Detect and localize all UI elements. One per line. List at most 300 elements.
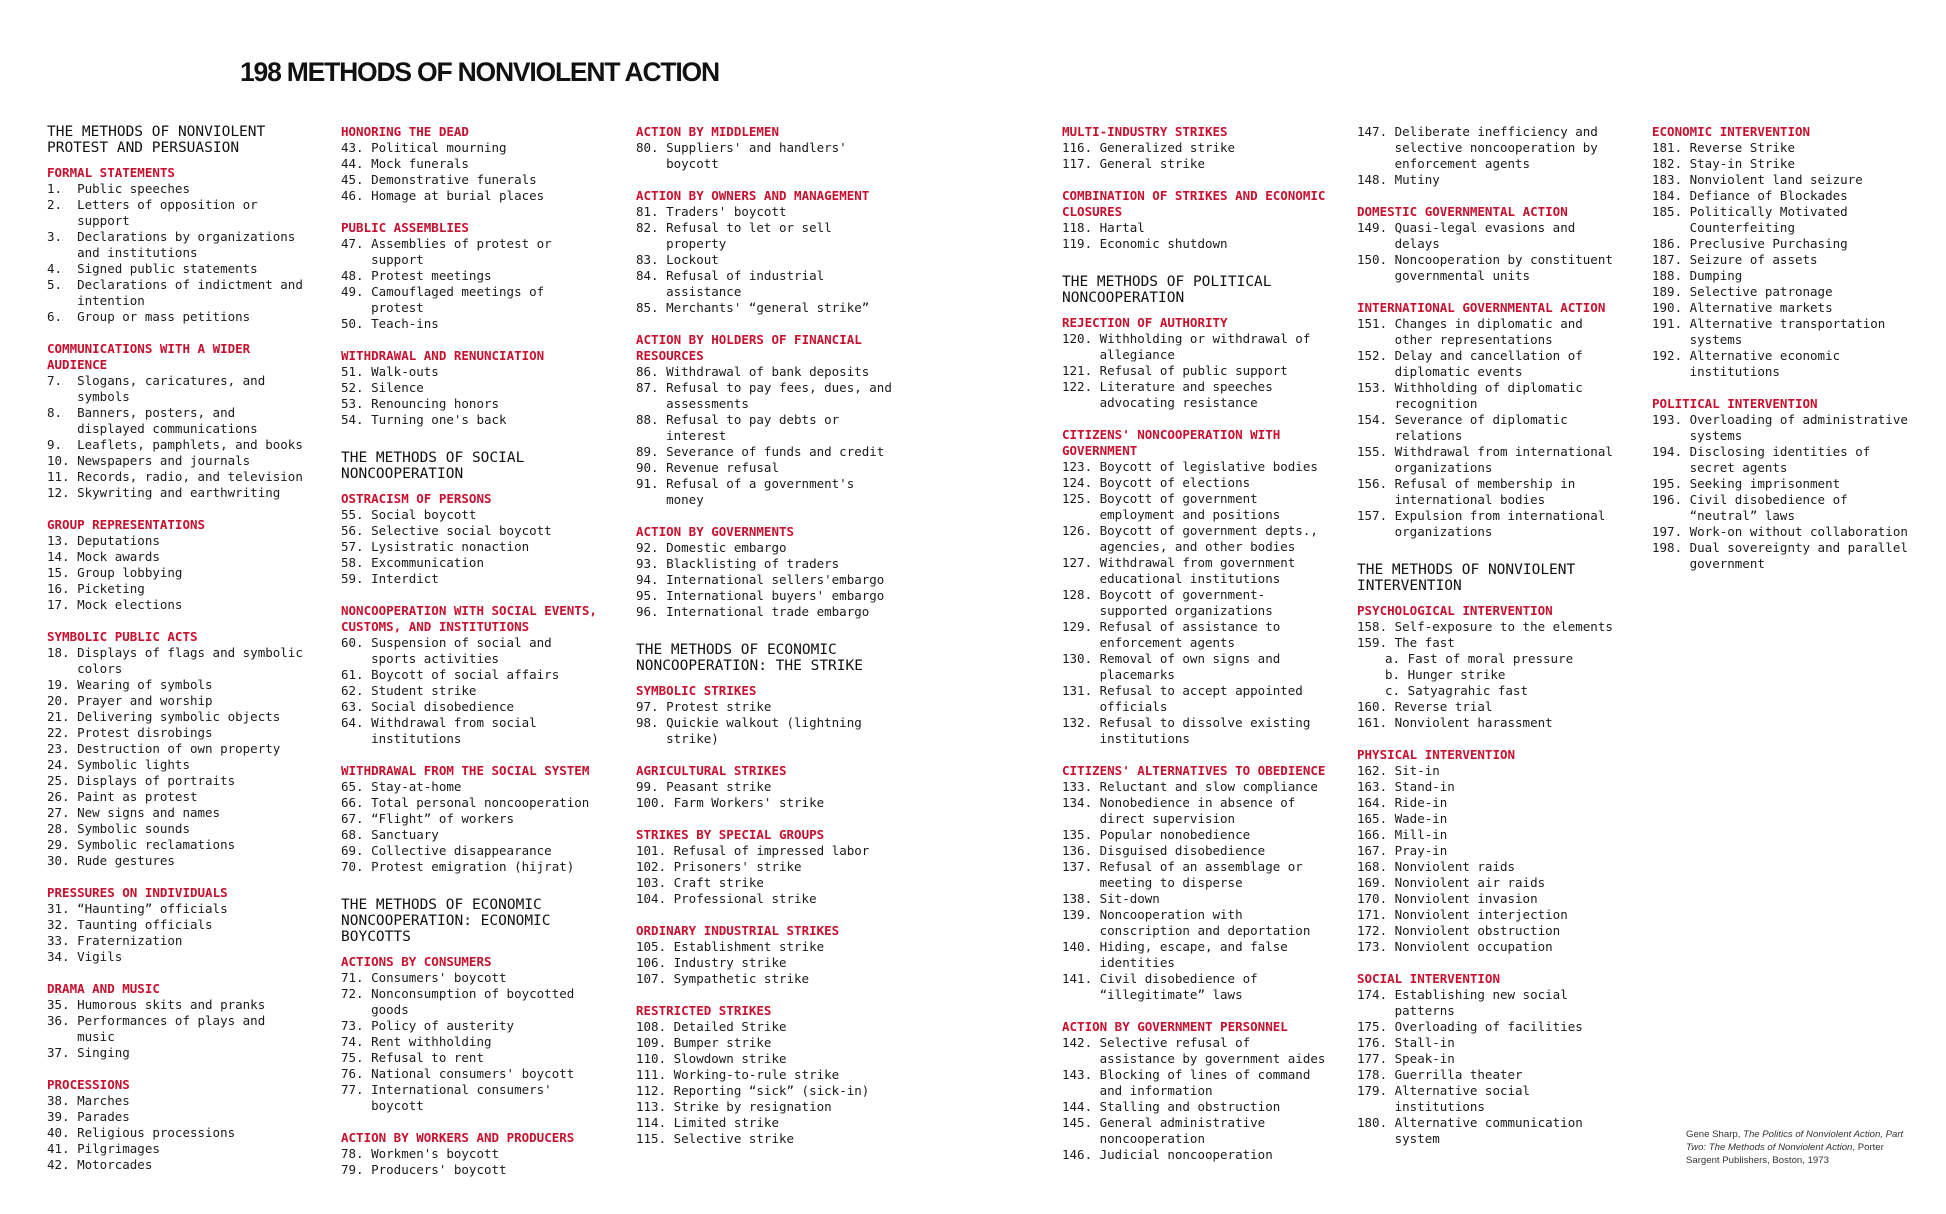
list-item [341, 970, 603, 986]
method-number: 179. [1357, 1083, 1388, 1098]
list-item [47, 1141, 309, 1157]
method-text: Alternative transportation systems [1689, 316, 1886, 347]
list-item [1062, 1147, 1330, 1163]
method-text: Withdrawal from social institutions [371, 715, 537, 746]
list-item [341, 1082, 603, 1114]
method-number: 139. [1062, 907, 1093, 922]
method-text: Traders' boycott [666, 204, 787, 219]
list-item [1062, 331, 1330, 363]
list-item [341, 1066, 603, 1082]
method-text: Nonviolent interjection [1394, 907, 1568, 922]
list-item [341, 396, 603, 412]
method-text: Self-exposure to the elements [1394, 619, 1613, 634]
column-5 [1357, 124, 1625, 1147]
method-number: 124. [1062, 475, 1093, 490]
method-list [1652, 412, 1920, 572]
method-text: Noncooperation by constituent governmental units [1394, 252, 1613, 283]
method-number: 75. [341, 1050, 364, 1065]
method-text: Refusal of assistance to enforcement agents [1099, 619, 1281, 650]
method-text: Withdrawal from international organizations [1394, 444, 1613, 475]
list-item [1652, 156, 1920, 172]
method-number: 115. [636, 1131, 667, 1146]
method-text: Hunger strike [1407, 667, 1506, 682]
subsection-heading: ACTIONS BY CONSUMERS [341, 954, 492, 969]
sub-item-label: c. [1385, 683, 1401, 698]
method-text: Performances of plays and music [77, 1013, 266, 1044]
method-number: 22. [47, 725, 70, 740]
method-number: 16. [47, 581, 70, 596]
method-list [341, 970, 603, 1114]
page-title: 198 METHODS OF NONVIOLENT ACTION [240, 57, 719, 87]
column-3 [636, 124, 898, 1147]
method-text: Nonobedience in absence of direct supervision [1099, 795, 1296, 826]
method-text: Seizure of assets [1689, 252, 1818, 267]
method-number: 144. [1062, 1099, 1093, 1114]
method-list [1062, 779, 1330, 1003]
list-item [1357, 891, 1625, 907]
list-item [341, 523, 603, 539]
method-text: Removal of own signs and placemarks [1099, 651, 1281, 682]
subsection-heading: WITHDRAWAL AND RENUNCIATION [341, 348, 545, 363]
method-number: 122. [1062, 379, 1093, 394]
method-text: “Haunting” officials [77, 901, 228, 916]
method-text: Banners, posters, and displayed communications [77, 405, 258, 436]
subsection-heading: PRESSURES ON INDIVIDUALS [47, 885, 228, 900]
method-number: 4. [47, 261, 63, 276]
citation-work: The Politics of Nonviolent Action, Part Two: The Methods of Nonviolent Action [1686, 1129, 1904, 1153]
method-text: Severance of funds and credit [666, 444, 885, 459]
list-item [636, 779, 898, 795]
method-number: 176. [1357, 1035, 1388, 1050]
method-text: Alternative markets [1689, 300, 1833, 315]
list-item [636, 460, 898, 476]
method-text: Refusal of membership in international bodies [1394, 476, 1576, 507]
method-number: 160. [1357, 699, 1388, 714]
method-number: 57. [341, 539, 364, 554]
subsection-heading: PUBLIC ASSEMBLIES [341, 220, 469, 235]
method-text: Withholding of diplomatic recognition [1394, 380, 1583, 411]
method-number: 49. [341, 284, 364, 299]
method-list [1062, 220, 1330, 252]
method-text: Letters of opposition or support [77, 197, 258, 228]
method-text: Overloading of facilities [1394, 1019, 1583, 1034]
list-item [1357, 827, 1625, 843]
method-text: Homage at burial places [371, 188, 545, 203]
method-number: 29. [47, 837, 70, 852]
method-number: 80. [636, 140, 659, 155]
method-number: 109. [636, 1035, 667, 1050]
list-item [47, 597, 309, 613]
method-number: 190. [1652, 300, 1683, 315]
method-text: Disclosing identities of secret agents [1689, 444, 1871, 475]
method-number: 135. [1062, 827, 1093, 842]
subsection-heading: AGRICULTURAL STRIKES [636, 763, 787, 778]
method-number: 145. [1062, 1115, 1093, 1130]
list-item [47, 837, 309, 853]
method-number: 151. [1357, 316, 1388, 331]
method-text: Social disobedience [371, 699, 515, 714]
subsection-heading: RESTRICTED STRIKES [636, 1003, 772, 1018]
list-item [341, 1050, 603, 1066]
list-item [1062, 859, 1330, 891]
citation-author: Gene Sharp, [1686, 1129, 1741, 1140]
list-item [1062, 683, 1330, 715]
subsection-heading: STRIKES BY SPECIAL GROUPS [636, 827, 825, 842]
method-text: Deputations [77, 533, 160, 548]
method-number: 15. [47, 565, 70, 580]
method-text: Sit-down [1099, 891, 1160, 906]
method-text: Sympathetic strike [673, 971, 810, 986]
list-item [636, 699, 898, 715]
method-number: 185. [1652, 204, 1683, 219]
method-text: Peasant strike [666, 779, 772, 794]
list-item [636, 204, 898, 220]
method-text: Selective patronage [1689, 284, 1833, 299]
list-item [47, 229, 309, 261]
list-item [341, 172, 603, 188]
method-text: Severance of diplomatic relations [1394, 412, 1568, 443]
method-text: Picketing [77, 581, 145, 596]
list-item [636, 572, 898, 588]
method-text: Changes in diplomatic and other representations [1394, 316, 1583, 347]
method-text: Nonviolent occupation [1394, 939, 1553, 954]
list-item [1062, 156, 1330, 172]
list-item [636, 300, 898, 316]
list-item [1062, 939, 1330, 971]
subsection-heading: ECONOMIC INTERVENTION [1652, 124, 1811, 139]
method-list [1357, 763, 1625, 955]
method-text: Singing [77, 1045, 130, 1060]
method-number: 62. [341, 683, 364, 698]
method-number: 152. [1357, 348, 1388, 363]
method-text: Stay-at-home [371, 779, 462, 794]
method-number: 101. [636, 843, 667, 858]
method-text: Blacklisting of traders [666, 556, 840, 571]
list-item [1652, 188, 1920, 204]
list-item [636, 252, 898, 268]
method-number: 121. [1062, 363, 1093, 378]
list-item [1062, 827, 1330, 843]
method-text: Refusal of industrial assistance [666, 268, 825, 299]
method-text: Satyagrahic fast [1407, 683, 1528, 698]
list-item [1652, 492, 1920, 524]
method-text: Destruction of own property [77, 741, 281, 756]
method-text: Refusal of public support [1099, 363, 1288, 378]
method-list [341, 507, 603, 587]
list-item [1357, 412, 1625, 444]
method-number: 47. [341, 236, 364, 251]
method-number: 103. [636, 875, 667, 890]
method-text: Defiance of Blockades [1689, 188, 1848, 203]
list-item [636, 1099, 898, 1115]
list-item [341, 268, 603, 284]
list-item [1062, 795, 1330, 827]
list-item [1357, 476, 1625, 508]
method-text: Public speeches [77, 181, 190, 196]
method-text: Guerrilla theater [1394, 1067, 1523, 1082]
list-item [636, 140, 898, 172]
list-item [636, 971, 898, 987]
list-item [47, 1125, 309, 1141]
list-item [1357, 859, 1625, 875]
citation-publisher: , Porter Sargent Publishers, Boston, 1973 [1686, 1142, 1884, 1166]
list-item [1062, 971, 1330, 1003]
list-item [1062, 779, 1330, 795]
method-number: 138. [1062, 891, 1093, 906]
method-number: 111. [636, 1067, 667, 1082]
list-item [1357, 667, 1625, 683]
list-item [1357, 1115, 1625, 1147]
method-text: Sanctuary [371, 827, 439, 842]
method-number: 25. [47, 773, 70, 788]
list-item [636, 588, 898, 604]
method-text: Quasi-legal evasions and delays [1394, 220, 1576, 251]
subsection-heading: FORMAL STATEMENTS [47, 165, 175, 180]
method-number: 37. [47, 1045, 70, 1060]
method-number: 142. [1062, 1035, 1093, 1050]
method-text: Signed public statements [77, 261, 258, 276]
list-item [341, 795, 603, 811]
method-text: International buyers' embargo [666, 588, 885, 603]
method-text: International trade embargo [666, 604, 870, 619]
method-text: Revenue refusal [666, 460, 779, 475]
list-item [636, 795, 898, 811]
list-item [1357, 939, 1625, 955]
method-number: 129. [1062, 619, 1093, 634]
method-text: Renouncing honors [371, 396, 500, 411]
list-item [1357, 1051, 1625, 1067]
method-number: 173. [1357, 939, 1388, 954]
method-number: 55. [341, 507, 364, 522]
method-text: Protest disrobings [77, 725, 213, 740]
method-text: Social boycott [371, 507, 477, 522]
method-number: 161. [1357, 715, 1388, 730]
method-list [1062, 140, 1330, 172]
method-text: Establishment strike [673, 939, 825, 954]
list-item [1357, 124, 1625, 172]
list-item [1357, 779, 1625, 795]
method-text: Working-to-rule strike [673, 1067, 840, 1082]
method-text: Withholding or withdrawal of allegiance [1099, 331, 1311, 362]
list-item [636, 1083, 898, 1099]
subsection-heading: REJECTION OF AUTHORITY [1062, 315, 1228, 330]
method-number: 133. [1062, 779, 1093, 794]
method-text: Demonstrative funerals [371, 172, 537, 187]
list-item [47, 197, 309, 229]
method-number: 108. [636, 1019, 667, 1034]
subsection-heading: COMBINATION OF STRIKES AND ECONOMIC CLOSURES [1062, 188, 1326, 219]
list-item [636, 875, 898, 891]
method-number: 1. [47, 181, 63, 196]
list-item [636, 843, 898, 859]
sub-item-label: b. [1385, 667, 1401, 682]
list-item [47, 1157, 309, 1173]
list-item [47, 917, 309, 933]
method-number: 146. [1062, 1147, 1093, 1162]
list-item [636, 476, 898, 508]
list-item [1062, 843, 1330, 859]
method-number: 178. [1357, 1067, 1388, 1082]
method-number: 35. [47, 997, 70, 1012]
method-text: Records, radio, and television [77, 469, 303, 484]
subsection-heading: DRAMA AND MUSIC [47, 981, 160, 996]
method-text: Nonviolent harassment [1394, 715, 1553, 730]
list-item [1062, 1035, 1330, 1067]
list-item [636, 891, 898, 907]
section-heading: THE METHODS OF SOCIAL NONCOOPERATION [341, 450, 525, 482]
method-number: 17. [47, 597, 70, 612]
list-item [47, 725, 309, 741]
method-number: 26. [47, 789, 70, 804]
list-item [1357, 635, 1625, 651]
list-item [47, 581, 309, 597]
method-text: International sellers'embargo [666, 572, 885, 587]
list-item [1357, 1019, 1625, 1035]
method-text: Work-on without collaboration [1689, 524, 1908, 539]
method-list [1357, 124, 1625, 188]
method-list [341, 1146, 603, 1178]
method-number: 198. [1652, 540, 1683, 555]
method-text: Religious processions [77, 1125, 236, 1140]
list-item [1357, 252, 1625, 284]
method-text: Boycott of government employment and positions [1099, 491, 1281, 522]
method-number: 193. [1652, 412, 1683, 427]
method-number: 5. [47, 277, 63, 292]
list-item [1062, 363, 1330, 379]
method-text: Selective social boycott [371, 523, 552, 538]
method-text: Civil disobedience of “illegitimate” laws [1099, 971, 1258, 1002]
method-number: 170. [1357, 891, 1388, 906]
list-item [341, 811, 603, 827]
method-number: 107. [636, 971, 667, 986]
method-number: 93. [636, 556, 659, 571]
list-item [341, 156, 603, 172]
method-text: Popular nonobedience [1099, 827, 1251, 842]
method-number: 183. [1652, 172, 1683, 187]
method-text: Silence [371, 380, 424, 395]
method-text: Pray-in [1394, 843, 1448, 858]
method-number: 143. [1062, 1067, 1093, 1082]
method-text: Refusal to pay debts or interest [666, 412, 840, 443]
method-text: Nonviolent land seizure [1689, 172, 1863, 187]
list-item [1062, 907, 1330, 939]
subsection-heading: NONCOOPERATION WITH SOCIAL EVENTS, CUSTOMS, AND INSTITUTIONS [341, 603, 597, 634]
method-text: Refusal of impressed labor [673, 843, 870, 858]
method-number: 31. [47, 901, 70, 916]
list-item [636, 444, 898, 460]
method-text: Speak-in [1394, 1051, 1455, 1066]
method-text: Judicial noncooperation [1099, 1147, 1273, 1162]
method-text: Disguised disobedience [1099, 843, 1266, 858]
list-item [1357, 172, 1625, 188]
list-item [341, 827, 603, 843]
method-text: Protest emigration (hijrat) [371, 859, 575, 874]
method-number: 192. [1652, 348, 1683, 363]
method-text: Collective disappearance [371, 843, 552, 858]
method-number: 88. [636, 412, 659, 427]
method-text: “Flight” of workers [371, 811, 515, 826]
method-text: Marches [77, 1093, 130, 1108]
method-number: 70. [341, 859, 364, 874]
list-item [47, 789, 309, 805]
method-number: 175. [1357, 1019, 1388, 1034]
section-heading: THE METHODS OF POLITICAL NONCOOPERATION [1062, 274, 1272, 306]
method-text: Bumper strike [673, 1035, 772, 1050]
method-number: 11. [47, 469, 70, 484]
method-text: Withdrawal from government educational institutions [1099, 555, 1296, 586]
method-text: Skywriting and earthwriting [77, 485, 281, 500]
method-number: 73. [341, 1018, 364, 1033]
list-item [341, 715, 603, 747]
list-item [1357, 843, 1625, 859]
list-item [1652, 204, 1920, 236]
method-text: Declarations of indictment and intention [77, 277, 303, 308]
method-text: Economic shutdown [1099, 236, 1228, 251]
list-item [341, 188, 603, 204]
list-item [1357, 715, 1625, 731]
method-number: 132. [1062, 715, 1093, 730]
method-number: 61. [341, 667, 364, 682]
list-item [341, 683, 603, 699]
method-text: Mill-in [1394, 827, 1448, 842]
method-number: 163. [1357, 779, 1388, 794]
list-item [47, 933, 309, 949]
list-item [1357, 683, 1625, 699]
method-number: 43. [341, 140, 364, 155]
method-text: Slowdown strike [673, 1051, 787, 1066]
method-number: 187. [1652, 252, 1683, 267]
subsection-heading: PROCESSIONS [47, 1077, 130, 1092]
method-number: 89. [636, 444, 659, 459]
list-item [1652, 524, 1920, 540]
subsection-heading: SYMBOLIC PUBLIC ACTS [47, 629, 198, 644]
method-number: 28. [47, 821, 70, 836]
method-number: 105. [636, 939, 667, 954]
method-text: Deliberate inefficiency and selective noncooperation by enforcement agents [1394, 124, 1598, 171]
method-number: 12. [47, 485, 70, 500]
list-item [1062, 891, 1330, 907]
subsection-heading: ACTION BY GOVERNMENT PERSONNEL [1062, 1019, 1288, 1034]
method-number: 33. [47, 933, 70, 948]
method-text: Farm Workers' strike [673, 795, 825, 810]
method-number: 76. [341, 1066, 364, 1081]
list-item [341, 507, 603, 523]
method-number: 24. [47, 757, 70, 772]
section-heading: THE METHODS OF NONVIOLENT PROTEST AND PERSUASION [47, 124, 266, 156]
method-text: Reverse Strike [1689, 140, 1795, 155]
method-text: Symbolic sounds [77, 821, 190, 836]
method-number: 86. [636, 364, 659, 379]
list-item [1357, 651, 1625, 667]
list-item [1652, 252, 1920, 268]
list-item [1357, 1035, 1625, 1051]
method-list [636, 843, 898, 907]
method-number: 167. [1357, 843, 1388, 858]
list-item [1652, 300, 1920, 316]
method-text: Reverse trial [1394, 699, 1493, 714]
list-item [636, 1131, 898, 1147]
method-text: Prayer and worship [77, 693, 213, 708]
method-text: Nonviolent raids [1394, 859, 1516, 874]
list-item [47, 693, 309, 709]
method-text: Total personal noncooperation [371, 795, 590, 810]
method-number: 102. [636, 859, 667, 874]
method-text: Civil disobedience of “neutral” laws [1689, 492, 1848, 523]
list-item [341, 1018, 603, 1034]
method-text: Domestic embargo [666, 540, 787, 555]
method-number: 184. [1652, 188, 1683, 203]
method-number: 196. [1652, 492, 1683, 507]
